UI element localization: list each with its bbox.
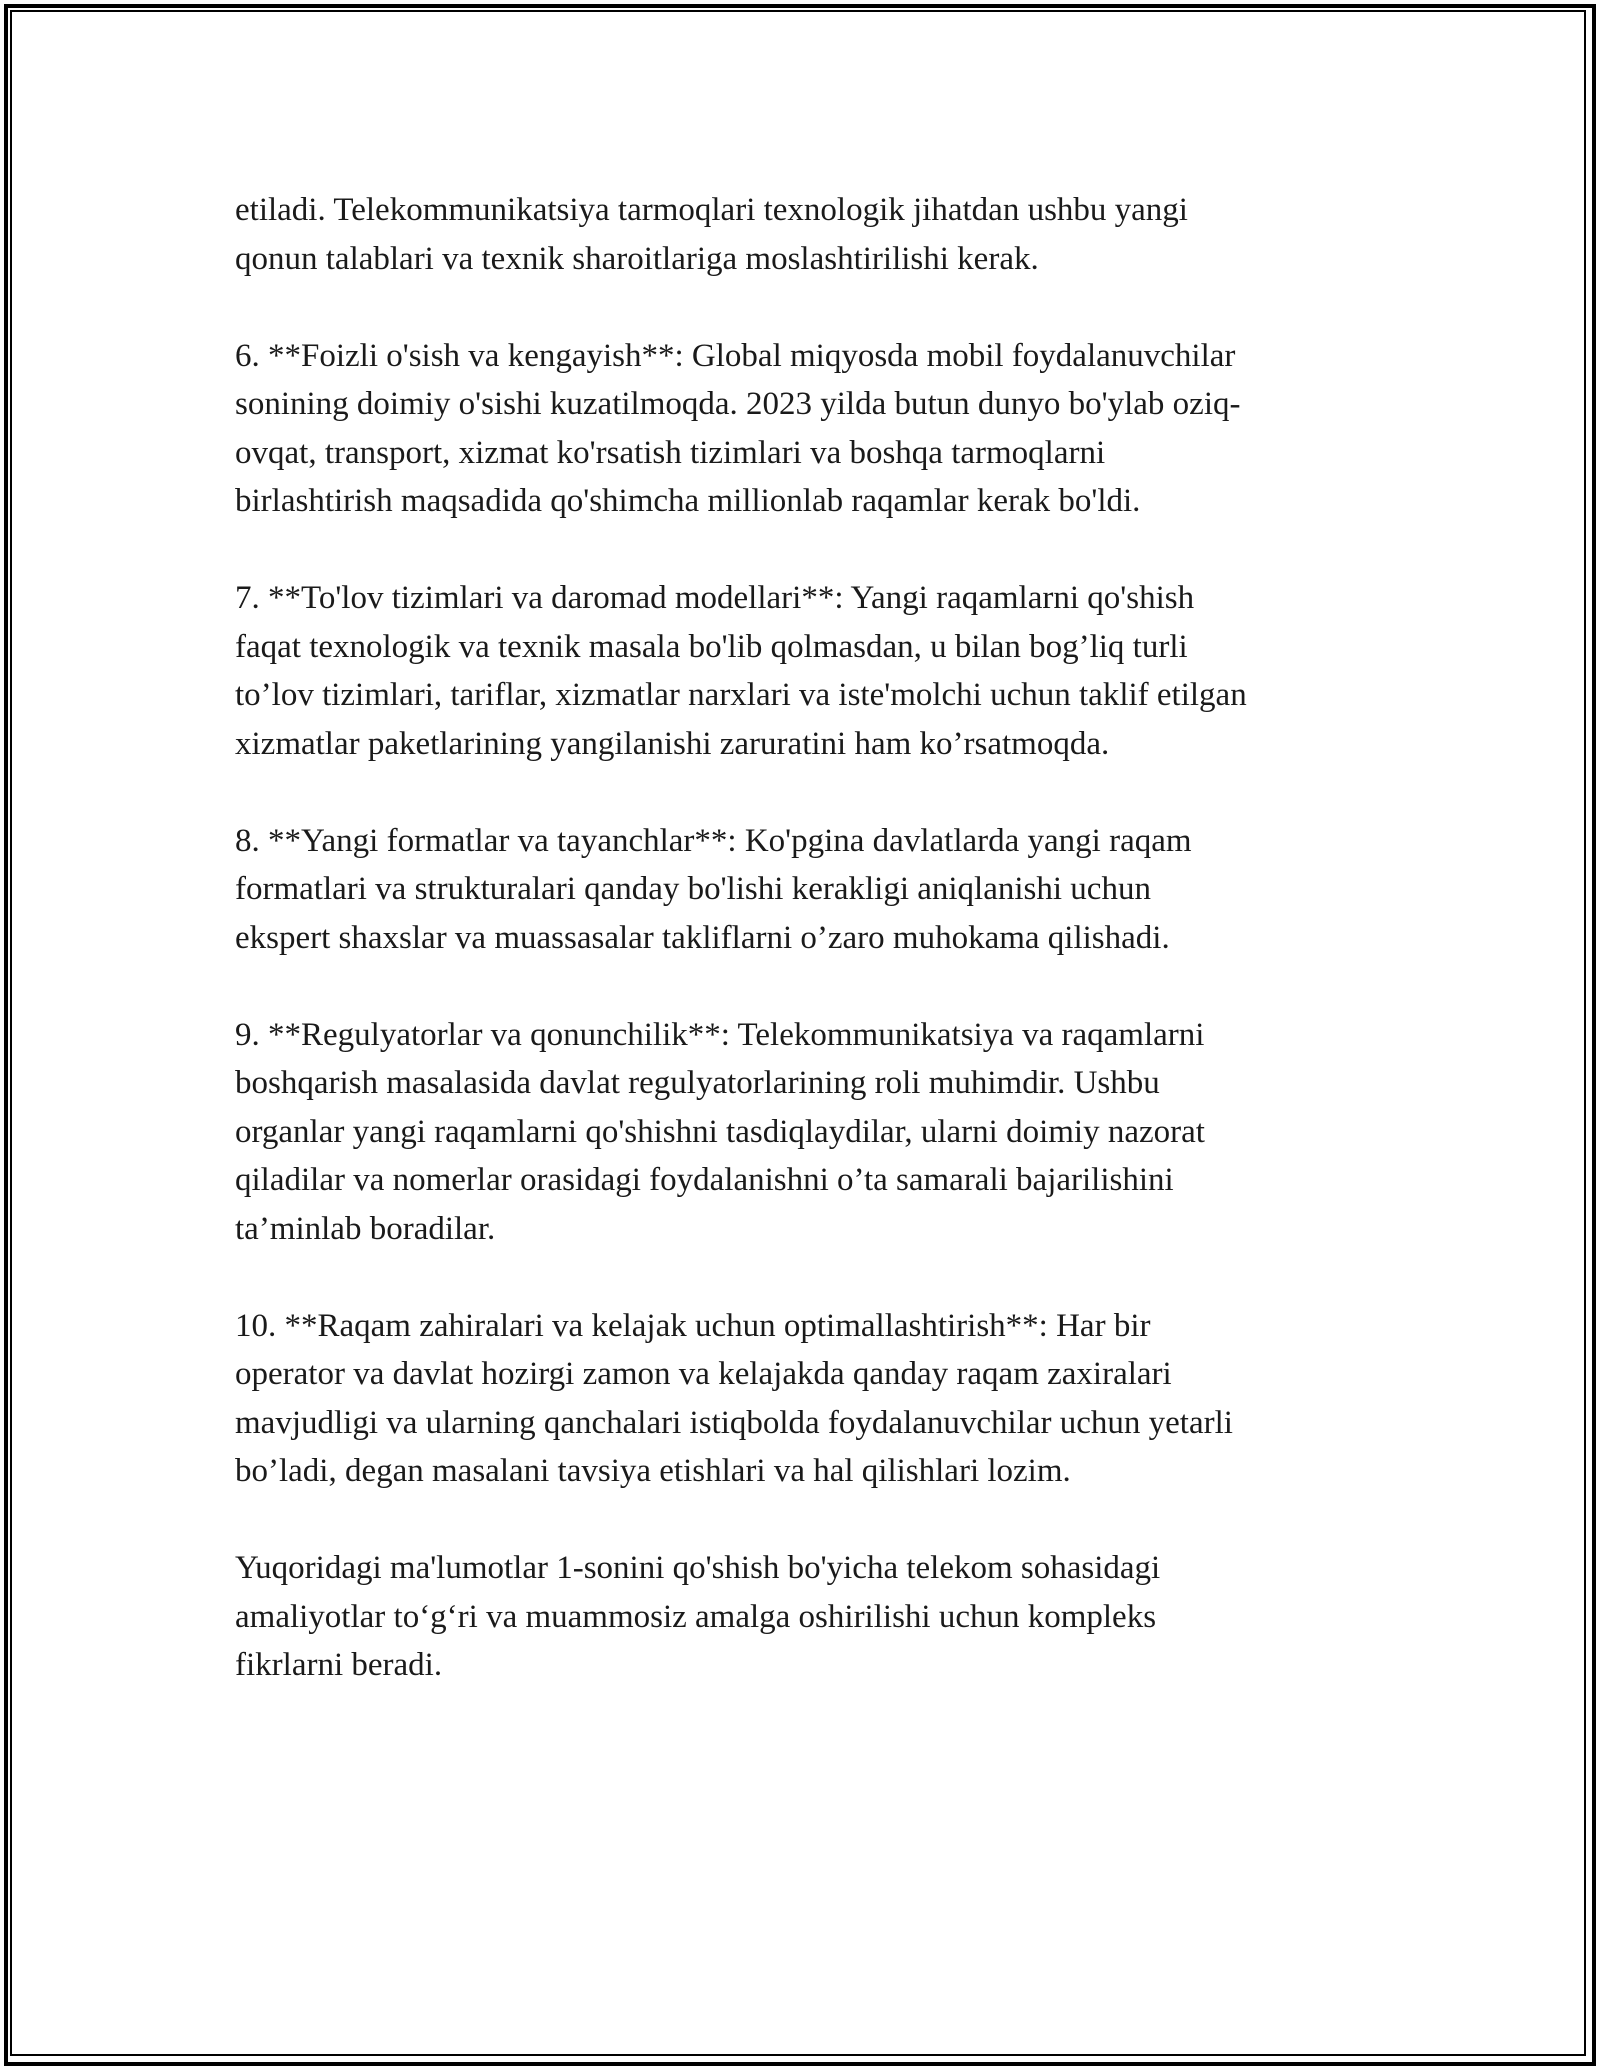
document-body bbox=[235, 186, 1385, 1738]
paragraph-item-10 bbox=[235, 1302, 1385, 1496]
text-line: 6. **Foizli o'sish va kengayish**: Global miqyosda mobil foydalanuvchilar bbox=[235, 337, 1236, 374]
text-line: etiladi. Telekommunikatsiya tarmoqlari texnologik jihatdan ushbu yangi bbox=[235, 192, 1188, 228]
paragraph-intro-continuation bbox=[235, 186, 1385, 283]
paragraph-item-6 bbox=[235, 332, 1385, 526]
text-line: xizmatlar paketlarining yangilanishi zaruratini ham ko’rsatmoqda. bbox=[235, 725, 1110, 762]
text-line: formatlari va strukturalari qanday bo'lishi kerakligi aniqlanishi uchun bbox=[235, 871, 1151, 907]
text-line: ekspert shaxslar va muassasalar takliflarni o’zaro muhokama qilishadi. bbox=[235, 919, 1170, 956]
text-line: Yuqoridagi ma'lumotlar 1-sonini qo'shish bo'yicha telekom sohasidagi bbox=[235, 1550, 1161, 1586]
paragraph-item-7 bbox=[235, 574, 1385, 768]
text-line: to’lov tizimlari, tariflar, xizmatlar narxlari va iste'molchi uchun taklif etilgan bbox=[235, 677, 1247, 713]
text-line: birlashtirish maqsadida qo'shimcha millionlab raqamlar kerak bo'ldi. bbox=[235, 483, 1141, 519]
text-line: fikrlarni beradi. bbox=[235, 1647, 443, 1683]
text-line: boshqarish masalasida davlat regulyatorlarining roli muhimdir. Ushbu bbox=[235, 1065, 1160, 1101]
text-line: faqat texnologik va texnik masala bo'lib qolmasdan, u bilan bog’liq turli bbox=[235, 628, 1188, 665]
text-line: amaliyotlar to‘g‘ri va muammosiz amalga oshirilishi uchun kompleks bbox=[235, 1598, 1157, 1635]
paragraph-item-9 bbox=[235, 1011, 1385, 1254]
text-line: bo’ladi, degan masalani tavsiya etishlari va hal qilishlari lozim. bbox=[235, 1453, 1071, 1489]
text-line: operator va davlat hozirgi zamon va kelajakda qanday raqam zaxiralari bbox=[235, 1356, 1172, 1392]
text-line: qiladilar va nomerlar orasidagi foydalanishni o’ta samarali bajarilishini bbox=[235, 1162, 1174, 1198]
text-line: organlar yangi raqamlarni qo'shishni tasdiqlaydilar, ularni doimiy nazorat bbox=[235, 1113, 1205, 1150]
paragraph-item-8 bbox=[235, 817, 1385, 963]
text-line: ta’minlab boradilar. bbox=[235, 1210, 496, 1247]
text-line: mavjudligi va ularning qanchalari istiqbolda foydalanuvchilar uchun yetarli bbox=[235, 1404, 1233, 1441]
text-line: 9. **Regulyatorlar va qonunchilik**: Telekommunikatsiya va raqamlarni bbox=[235, 1016, 1205, 1053]
text-line: sonining doimiy o'sishi kuzatilmoqda. 2023 yilda butun dunyo bo'ylab oziq- bbox=[235, 386, 1241, 422]
text-line: 8. **Yangi formatlar va tayanchlar**: Ko'pgina davlatlarda yangi raqam bbox=[235, 822, 1192, 859]
text-line: 10. **Raqam zahiralari va kelajak uchun optimallashtirish**: Har bir bbox=[235, 1307, 1151, 1344]
text-line: 7. **To'lov tizimlari va daromad modellari**: Yangi raqamlarni qo'shish bbox=[235, 580, 1195, 616]
paragraph-conclusion bbox=[235, 1544, 1385, 1690]
text-line: qonun talablari va texnik sharoitlariga moslashtirilishi kerak. bbox=[235, 240, 1039, 277]
text-line: ovqat, transport, xizmat ko'rsatish tizimlari va boshqa tarmoqlarni bbox=[235, 434, 1106, 471]
